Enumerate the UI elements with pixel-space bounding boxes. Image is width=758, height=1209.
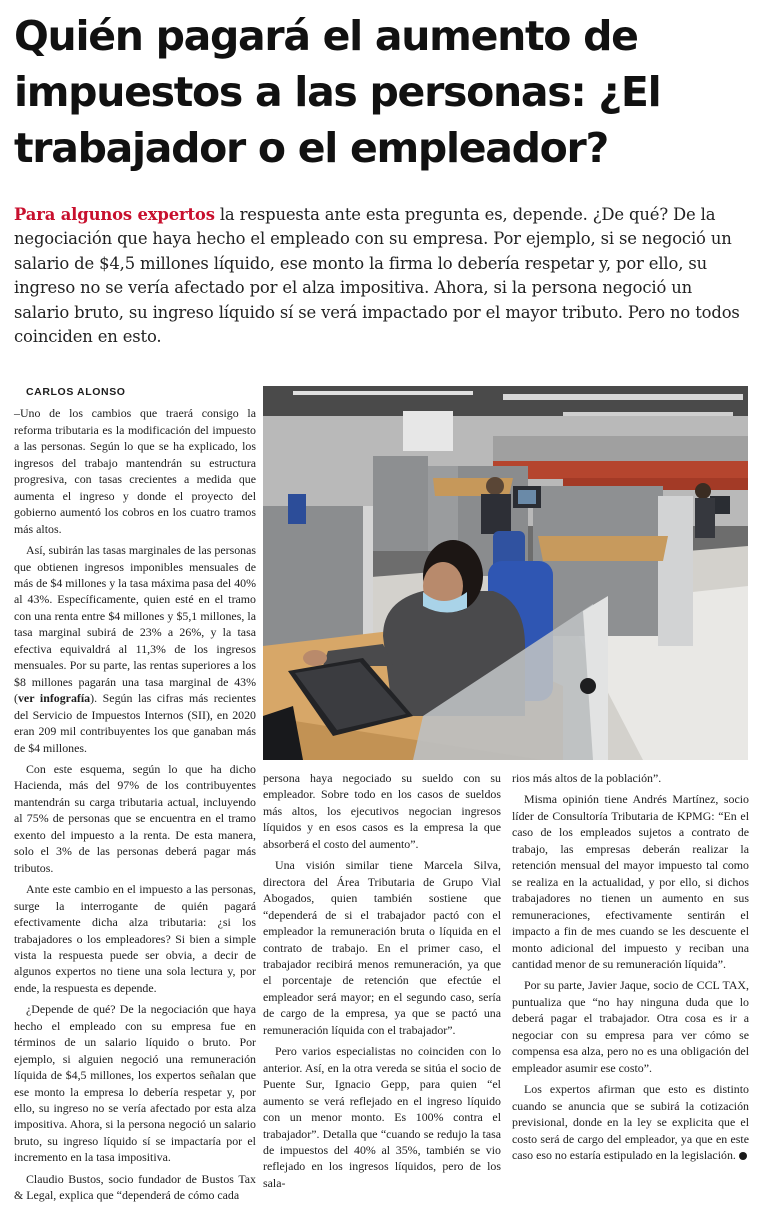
paragraph: Una visión similar tiene Marcela Silva, directora del Área Tributaria de Grupo Vial Abogados, quien también sostiene que “dependerá de si el trabajador pactó con el empleador la remuneración bruta o líquida en el contrato de trabajo. En el primer caso, el trabajador recibirá menos remuneración, ya que el porcentaje de retención que efectúe el empleador será mayor; en el segundo caso, sería de cargo de la empresa, ya que se pactó una remuneración líquida con el trabajador”. xyxy=(263,858,501,1037)
paragraph: –Uno de los cambios que traerá consigo la reforma tributaria es la modificación del impuesto a las personas. Según lo que se ha explicado, los ingresos del trabajo mantendrán su estructura progresiva, con tasas crecientes a medida que aumenta el ingreso y donde el proyecto del gobierno aumentó los cobros en los cuatro tramos más altos. xyxy=(14,406,256,536)
paragraph: Misma opinión tiene Andrés Martínez, socio líder de Consultoría Tributaria de KPMG: “En el caso de los empleados sujetos a contrato de trabajo, las empresas deberán realizar la retención mensual del mayor impuesto tal como se realiza en la actualidad, y por ello, si dichos trabajadores no tienen un aumento en sus remuneraciones, efectivamente sentirán el impacto a fin de mes cuando se les descuente el monto adicional del impuesto y reciban una cantidad menor de su remuneración líquida”. xyxy=(512,792,749,971)
lead-paragraph xyxy=(14,203,749,349)
paragraph: Con este esquema, según lo que ha dicho Hacienda, más del 97% de los contribuyentes mantendrán su carga tributaria actual, incluyendo al 75% de personas que se encuentra en el tramo exento del impuesto a la renta. De esta manera, solo el 3% de las personas deberá pagar más tributos. xyxy=(14,761,256,875)
paragraph: persona haya negociado su sueldo con su empleador. Sobre todo en los casos de sueldos más altos, los ejecutivos negocian ingresos líquidos y en esos casos es la empresa la que absorberá el costo del aumento”. xyxy=(263,771,501,851)
headline: Quién pagará el aumento de impuestos a las personas: ¿El trabajador o el empleador? xyxy=(14,12,661,172)
paragraph: Pero varios especialistas no coinciden con lo anterior. Así, en la otra vereda se sitúa el socio de Puente Sur, Ignacio Gepp, para quien “el aumento se verá reflejado en el ingreso líquido con un menor monto. Es 100% contra el trabajador”. Detalla que “cuando se redujo la tasa de impuestos del 40% al 35%, también se vio reflejado en los ingresos líquidos, pero de los sala- xyxy=(263,1044,501,1190)
paragraph: Así, subirán las tasas marginales de las personas que obtienen ingresos imponibles mensuales de más de $4 millones y la tasa máxima pasa del 40% al 43%. Específicamente, quien esté en el tramo con una renta entre $4 millones y $5,1 millones, la tasa marginal subirá de 23% a 26%, y la tasa efectiva equivaldrá al 11,3% de los ingresos mensuales. Por su parte, las rentas superiores a los $8 millones pagarán una tasa marginal de 43% (ver infografía). Según las cifras más recientes del Servicio de Impuestos Internos (SII), en 2020 eran 209 mil contribuyentes los que ganaban más de $4 millones. xyxy=(14,543,256,755)
byline: CARLOS ALONSO xyxy=(26,386,126,398)
column-1 xyxy=(14,384,256,1209)
paragraph: ¿Depende de qué? De la negociación que haya hecho el empleado con su empresa fue en términos de un salario líquido o bruto. Por ejemplo, si alguien negoció una remuneración líquida de $4,5 millones, los expertos señalan que ese monto la empresa lo debería respetar y, por ello, su ingreso no se vería afectado por esta alza impositiva. Ahora, si la persona negoció un salario bruto, su ingreso líquido sí se impactaría por el incremento en la tasa impositiva. xyxy=(14,1002,256,1165)
paragraph: rios más altos de la población”. xyxy=(512,771,662,785)
lead-kicker: Para algunos expertos xyxy=(14,205,215,224)
column-3 xyxy=(512,770,749,1168)
call-center-photo xyxy=(263,386,748,760)
paragraph: Por su parte, Javier Jaque, socio de CCL TAX, puntualiza que “no hay ninguna duda que lo deberá pagar el trabajador. Otra cosa es ir a negociar con su empresa para ver cómo se compensa esa alza, pero no es una obligación del empleador asumir ese costo”. xyxy=(512,978,749,1075)
end-mark-icon xyxy=(739,1152,747,1160)
paragraph: Los expertos afirman que esto es distinto cuando se anuncia que se subirá la cotización previsional, donde en la ley se explicita que el costo será de cargo del empleador, ya que en este caso eso no estaría estipulado en la legislación. xyxy=(512,1082,749,1162)
column-2 xyxy=(263,770,501,1196)
paragraph: Ante este cambio en el impuesto a las personas, surge la interrogante de quién pagará efectivamente dicha alza tributaria: ¿si los trabajadores o los empleadores? Si bien a simple vista la respuesta puede ser obvia, a decir de algunos expertos no tiene una sola lectura y, por ende, la respuesta es depende. xyxy=(14,882,256,995)
infographic-link[interactable]: ver infografía xyxy=(17,691,91,706)
lead-text: la respuesta ante esta pregunta es, depende. ¿De qué? De la negociación que haya hecho el empleado con su empresa. Por ejemplo, si se negoció un salario de $4,5 millones líquido, ese monto la firma lo debería respetar y, por ello, su ingreso no se vería afectado por el alza impositiva. Ahora, si la persona negoció un salario bruto, su ingreso líquido sí se verá impactado por el mayor tributo. Pero no todos coinciden en esto. xyxy=(14,205,740,347)
paragraph: Claudio Bustos, socio fundador de Bustos Tax & Legal, explica que “dependerá de cómo cada xyxy=(14,1171,256,1203)
